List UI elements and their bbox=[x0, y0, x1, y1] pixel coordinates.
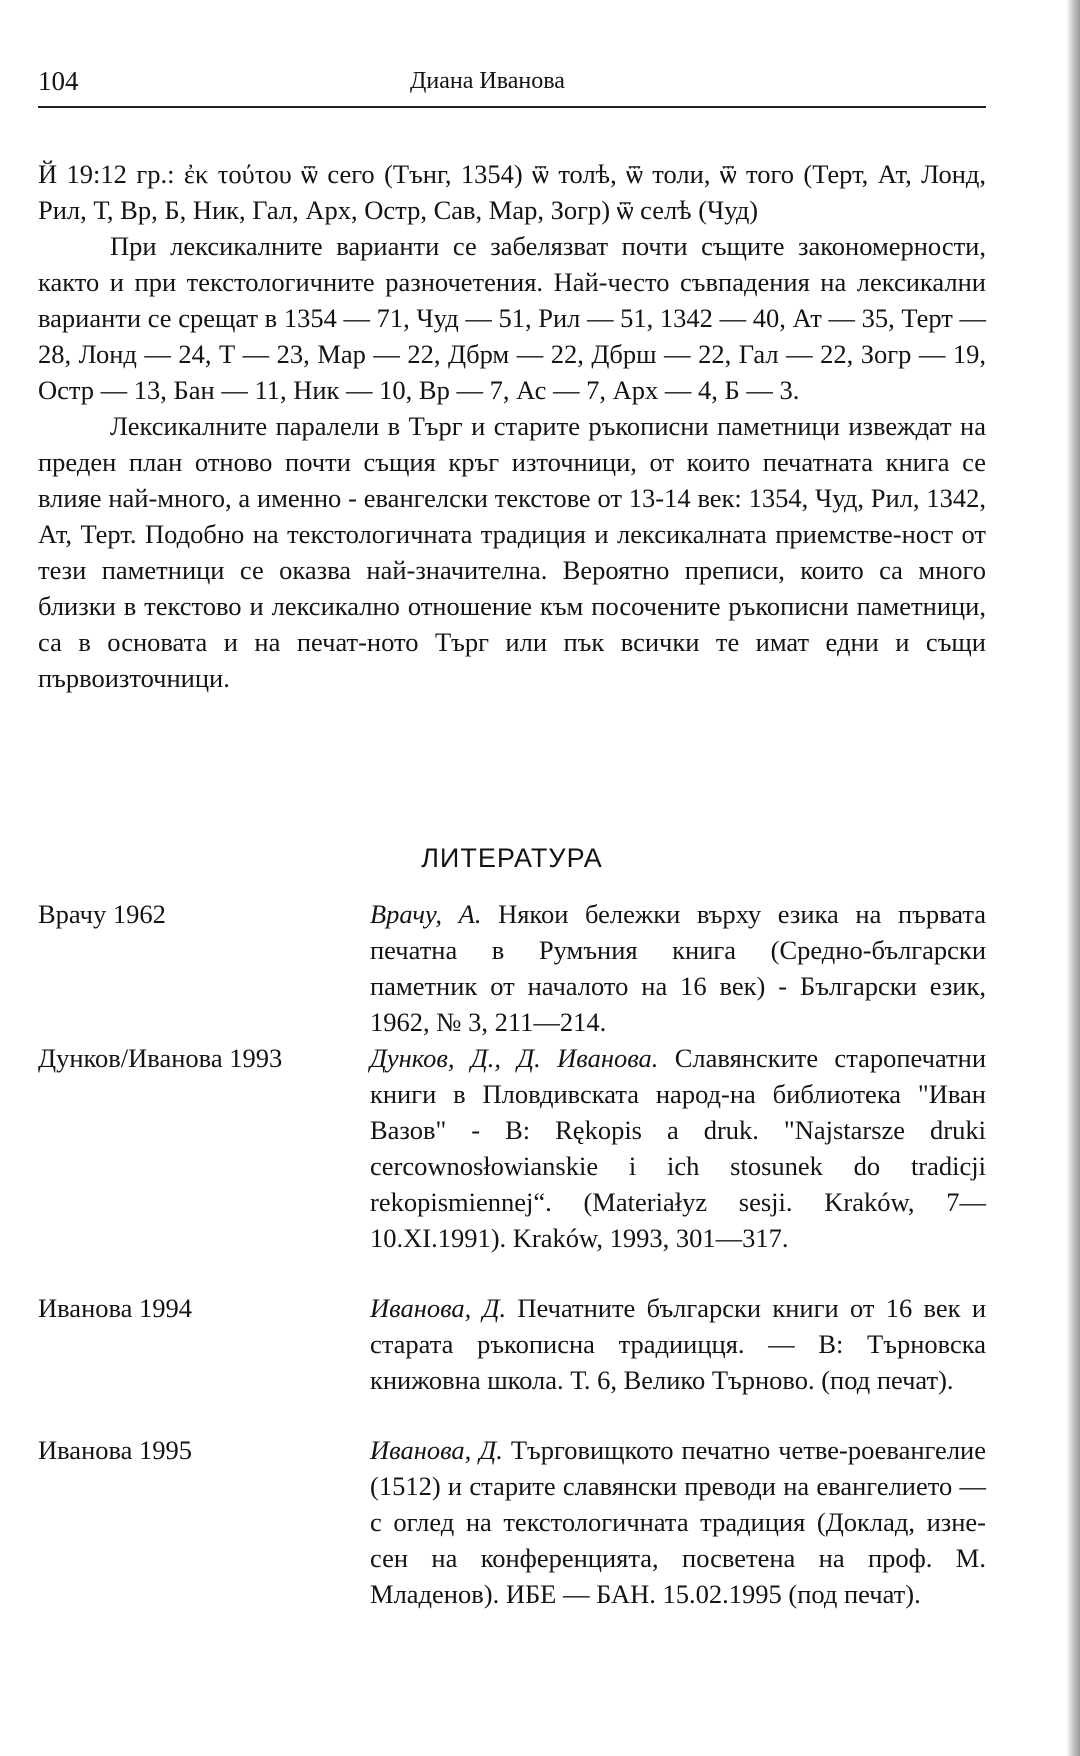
body-text bbox=[38, 156, 986, 696]
entry-author: Дунков, Д., Д. Иванова. bbox=[370, 1043, 659, 1073]
scan-edge bbox=[1066, 0, 1080, 1756]
page-number: 104 bbox=[38, 66, 79, 96]
entry-body: Печатните български книги от 16 век и старата ръкописна традиицця. — В: Търновска книжовна школа. Т. 6, Велико Търново. (под печат). bbox=[370, 1293, 986, 1395]
entry-text bbox=[370, 896, 986, 1040]
running-title: Диана Иванова bbox=[410, 68, 565, 94]
paragraph-lexical-variants: При лексикалните варианти се забелязват почти същите закономерности, както и при текстологичните разночетения. Най-често съвпадения на лексикални варианти се срещат в 1354 — 71, Чуд — 51, Рил — 51, 1342 — 40, Ат — 35, Терт — 28, Лонд — 24, Т — 23, Мар — 22, Дбрм — 22, Дбрш — 22, Гал — 22, Зогр — 19, Остр — 13, Бан — 11, Ник — 10, Вр — 7, Ас — 7, Арх — 4, Б — 3. bbox=[38, 231, 986, 405]
entry-key: Иванова 1994 bbox=[38, 1293, 193, 1323]
paragraph-lexical-parallels: Лексикалните паралели в Търг и старите ръкописни паметници извеждат на преден план отново почти същия кръг източници, от които печатната книга се влияе най-много, а именно - евангелски текстове от 13-14 век: 1354, Чуд, Рил, 1342, Ат, Терт. Подобно на текстологичната традиция и лексикалната приемстве-ност от тези паметници се оказва най-значителна. Вероятно преписи, които са много близки в текстово и лексикално отношение към посочените ръкописни паметници, са в основата и на печат-ното Търг или пък всички те имат едни и същи първоизточници. bbox=[38, 411, 986, 693]
entry-key: Дунков/Иванова 1993 bbox=[38, 1043, 283, 1073]
entry-text bbox=[370, 1040, 986, 1256]
entry-body: Търговищкото печатно четве-роевангелие (1512) и старите славянски преводи на евангелието — с оглед на текстологичната традиция (Доклад, изне-сен на конференцията, посветена на проф. М. Младенов). ИБЕ — БАН. 15.02.1995 (под печат). bbox=[370, 1435, 986, 1609]
bibliography-heading: ЛИТЕРАТУРА bbox=[421, 843, 603, 873]
entry-key: Иванова 1995 bbox=[38, 1435, 193, 1465]
entry-author: Врачу, А. bbox=[370, 899, 482, 929]
entry-key: Врачу 1962 bbox=[38, 899, 166, 929]
entry-author: Иванова, Д. bbox=[370, 1293, 507, 1323]
example-reading: Й 19:12 гр.: ἐκ τούτου ѿ сего (Тънг, 1354) ѿ толѣ, ѿ толи, ѿ того (Терт, Ат, Лонд, Рил, Т, Вр, Б, Ник, Гал, Арх, Остр, Сав, Мар, Зогр) ѿ селѣ (Чуд) bbox=[38, 159, 986, 225]
entry-text bbox=[370, 1432, 986, 1612]
entry-body: Славянските старопечатни книги в Пловдивската народ-на библиотека "Иван Вазов" - В: Rękopis a druk. "Najstarsze druki cercownosłowianskie i ich stosunek do tradicji rekopismiennej“. (Materiałyz sesji. Kraków, 7—10.XI.1991). Kraków, 1993, 301—317. bbox=[370, 1043, 986, 1253]
entry-text bbox=[370, 1290, 986, 1398]
running-head bbox=[38, 66, 986, 108]
entry-author: Иванова, Д. bbox=[370, 1435, 503, 1465]
entry-body: Някои бележки върху езика на първата печатна в Румъния книга (Средно-български паметник от началото на 16 век) - Български език, 1962, № 3, 211—214. bbox=[370, 899, 986, 1037]
